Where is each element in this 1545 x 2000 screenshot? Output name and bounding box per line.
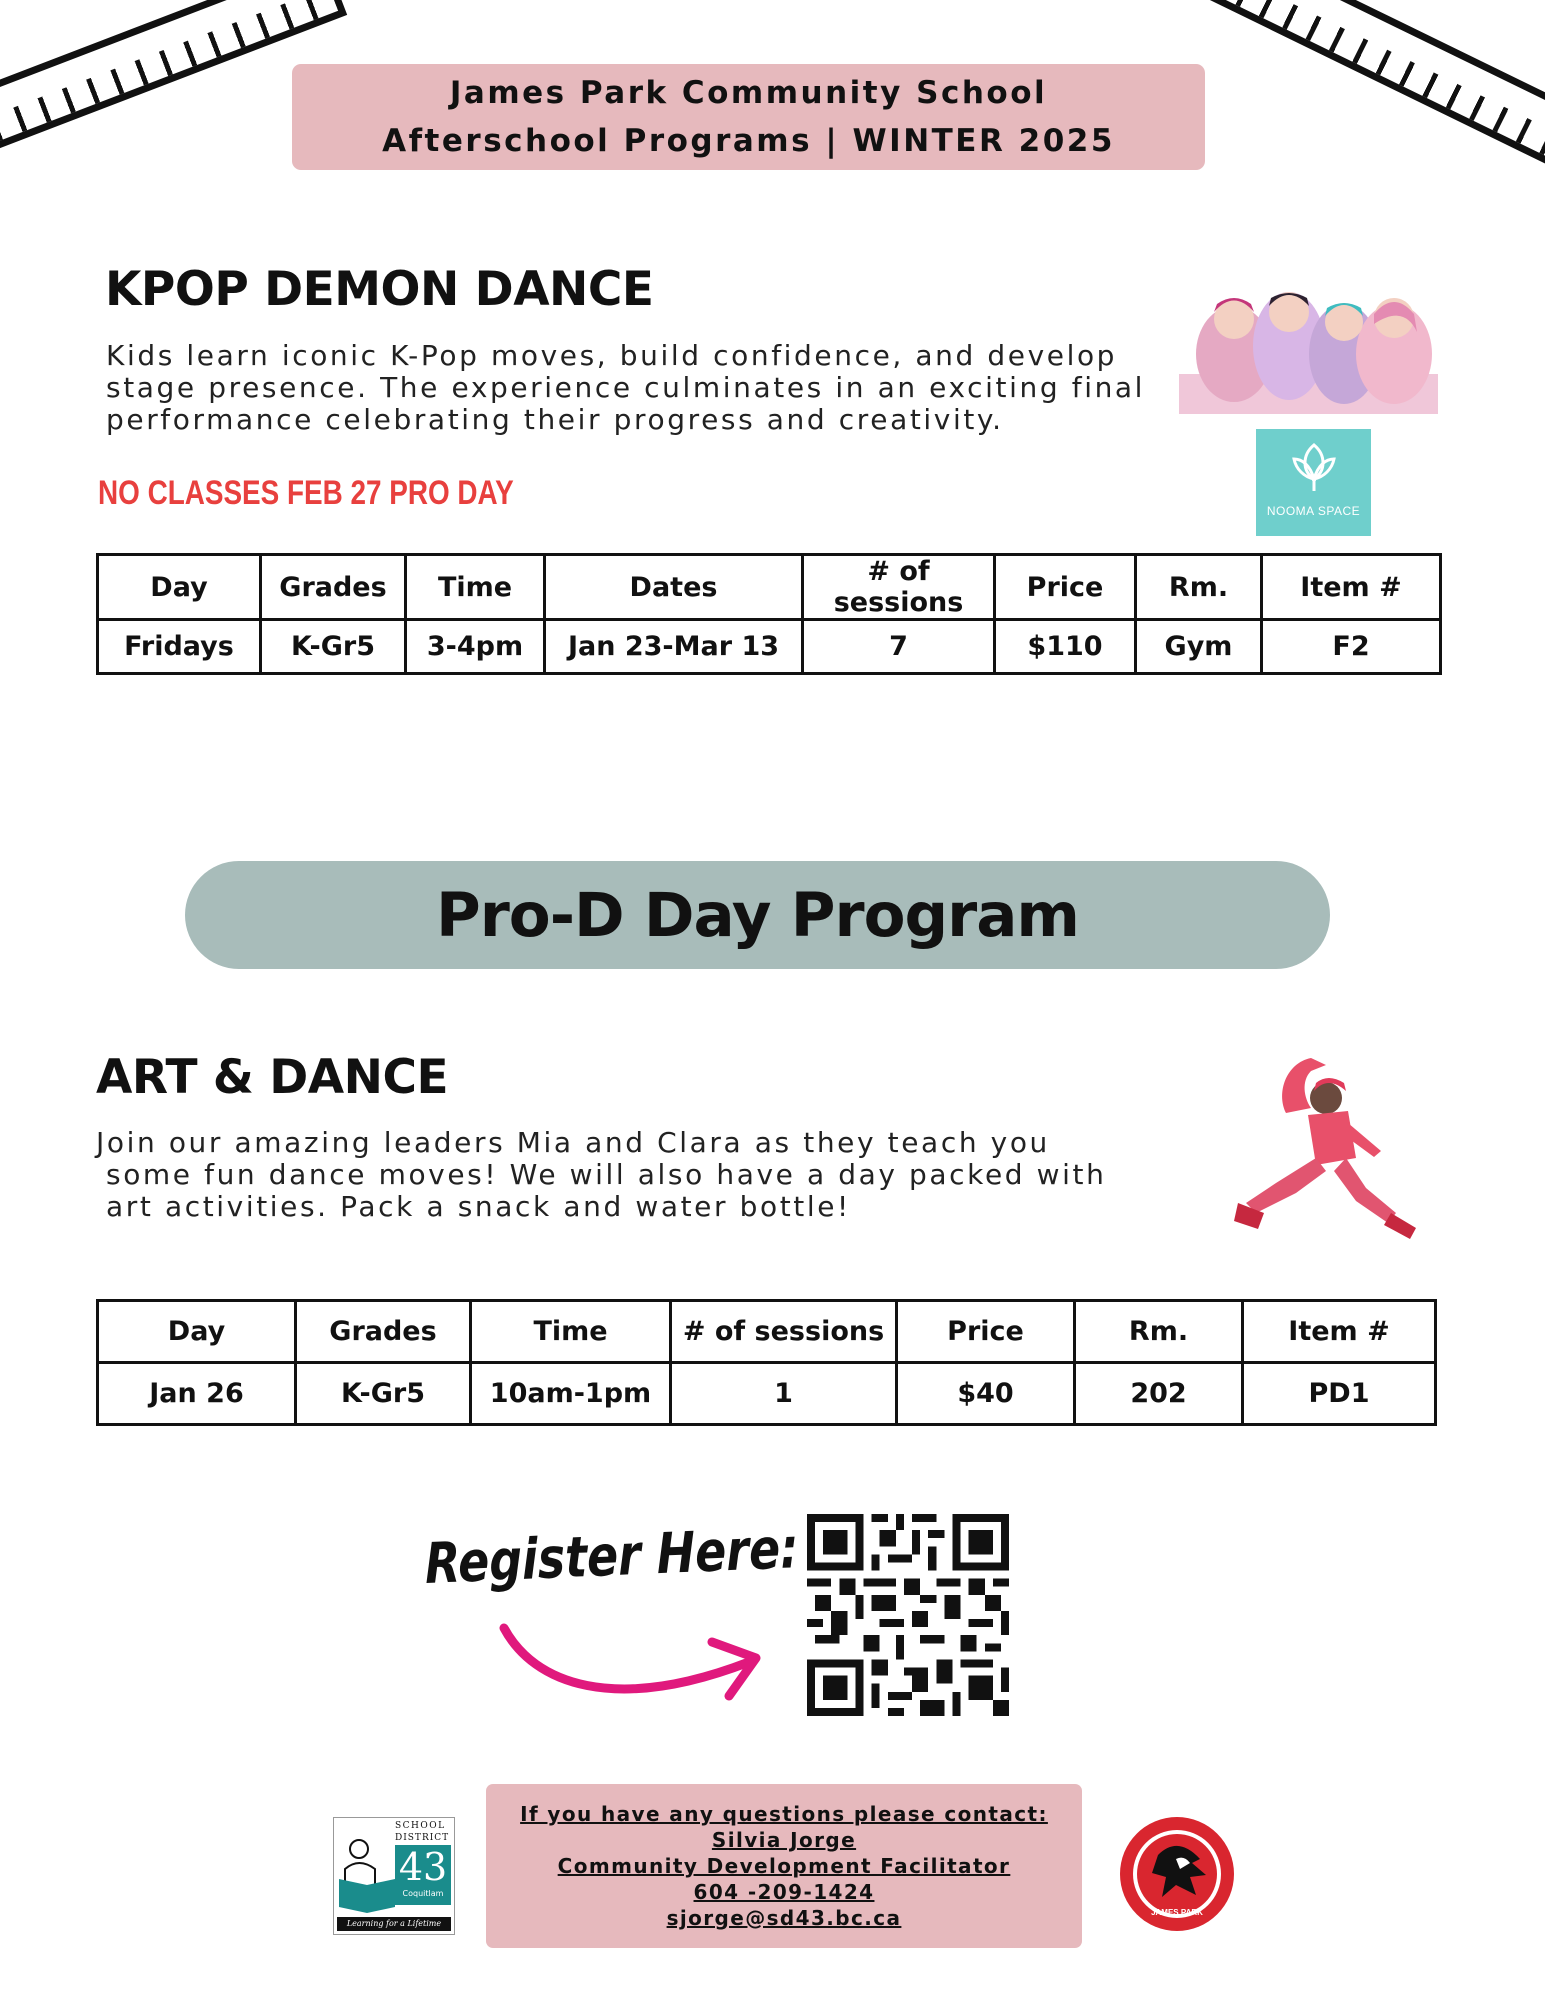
seal-text: JAMES PARK	[1151, 1908, 1203, 1917]
sd43-district-text: DISTRICT	[395, 1833, 450, 1843]
kpop-schedule-table	[96, 553, 1442, 675]
cell-day: Jan 26	[98, 1363, 296, 1425]
sd43-number-block	[395, 1845, 451, 1905]
col-header-sessions: # of sessions	[803, 555, 995, 620]
col-header-time: Time	[471, 1301, 671, 1363]
contact-phone[interactable]: 604 -209-1424	[693, 1880, 875, 1904]
james-park-seal-logo	[1118, 1815, 1236, 1933]
cell-grades: K-Gr5	[261, 620, 406, 674]
contact-email[interactable]: sjorge@sd43.bc.ca	[666, 1906, 902, 1930]
reader-figure-icon	[337, 1835, 397, 1913]
cell-sessions: 7	[803, 620, 995, 674]
cell-dates: Jan 23-Mar 13	[545, 620, 803, 674]
pro-d-day-banner: Pro-D Day Program	[185, 861, 1330, 969]
no-classes-notice: NO CLASSES FEB 27 PRO DAY	[98, 474, 514, 512]
col-header-day: Day	[98, 1301, 296, 1363]
header-program-term: Afterschool Programs | WINTER 2025	[382, 123, 1115, 159]
nooma-logo-text: NOOMA SPACE	[1266, 504, 1361, 518]
description-line: Join our amazing leaders Mia and Clara as they teach you	[96, 1126, 1050, 1159]
col-header-item: Item #	[1243, 1301, 1436, 1363]
cell-room: 202	[1075, 1363, 1243, 1425]
col-header-room: Rm.	[1136, 555, 1262, 620]
kpop-group-illustration	[1179, 284, 1438, 414]
cell-time: 10am-1pm	[471, 1363, 671, 1425]
table-row	[98, 620, 1441, 674]
school-district-43-logo	[333, 1817, 455, 1935]
col-header-dates: Dates	[545, 555, 803, 620]
registration-qr-code[interactable]	[807, 1514, 1009, 1716]
contact-info-box	[486, 1784, 1082, 1948]
nooma-space-logo	[1256, 429, 1371, 536]
art-dance-description	[96, 1127, 1206, 1223]
table-row	[98, 1363, 1436, 1425]
ruler-decoration-right	[1203, 0, 1545, 185]
lotus-icon	[1288, 441, 1340, 493]
col-header-room: Rm.	[1075, 1301, 1243, 1363]
table-header-row	[98, 1301, 1436, 1363]
description-line: art activities. Pack a snack and water bottle!	[106, 1190, 851, 1223]
cell-price: $40	[897, 1363, 1075, 1425]
description-line: some fun dance moves! We will also have a day packed with	[106, 1158, 1107, 1191]
col-header-price: Price	[995, 555, 1136, 620]
kpop-title: KPOP DEMON DANCE	[105, 262, 654, 317]
art-dance-title: ART & DANCE	[96, 1050, 449, 1105]
cell-room: Gym	[1136, 620, 1262, 674]
register-here-label: Register Here:	[424, 1516, 800, 1597]
sd43-tagline: Learning for a Lifetime	[337, 1917, 451, 1931]
sd43-school-text: SCHOOL	[395, 1821, 446, 1831]
contact-name: Silvia Jorge	[711, 1828, 857, 1852]
contact-prompt: If you have any questions please contact:	[520, 1802, 1048, 1826]
header-banner	[292, 64, 1205, 170]
cell-time: 3-4pm	[406, 620, 545, 674]
col-header-grades: Grades	[296, 1301, 471, 1363]
col-header-item: Item #	[1262, 555, 1441, 620]
table-header-row	[98, 555, 1441, 620]
col-header-grades: Grades	[261, 555, 406, 620]
dancer-illustration	[1216, 1053, 1426, 1253]
col-header-price: Price	[897, 1301, 1075, 1363]
contact-role: Community Development Facilitator	[557, 1854, 1011, 1878]
cell-item: F2	[1262, 620, 1441, 674]
cell-item: PD1	[1243, 1363, 1436, 1425]
sd43-city: Coquitlam	[402, 1889, 444, 1898]
kpop-description: Kids learn iconic K-Pop moves, build confidence, and develop stage presence. The experience culminates in an exciting final performance celebrating their progress and creativity.	[106, 339, 1146, 436]
cell-sessions: 1	[671, 1363, 897, 1425]
cell-price: $110	[995, 620, 1136, 674]
col-header-time: Time	[406, 555, 545, 620]
arrow-icon	[494, 1614, 774, 1724]
col-header-sessions: # of sessions	[671, 1301, 897, 1363]
header-school-name: James Park Community School	[449, 75, 1048, 111]
art-dance-schedule-table	[96, 1299, 1437, 1426]
col-header-day: Day	[98, 555, 261, 620]
cell-day: Fridays	[98, 620, 261, 674]
cell-grades: K-Gr5	[296, 1363, 471, 1425]
sd43-number: 43	[398, 1845, 448, 1889]
